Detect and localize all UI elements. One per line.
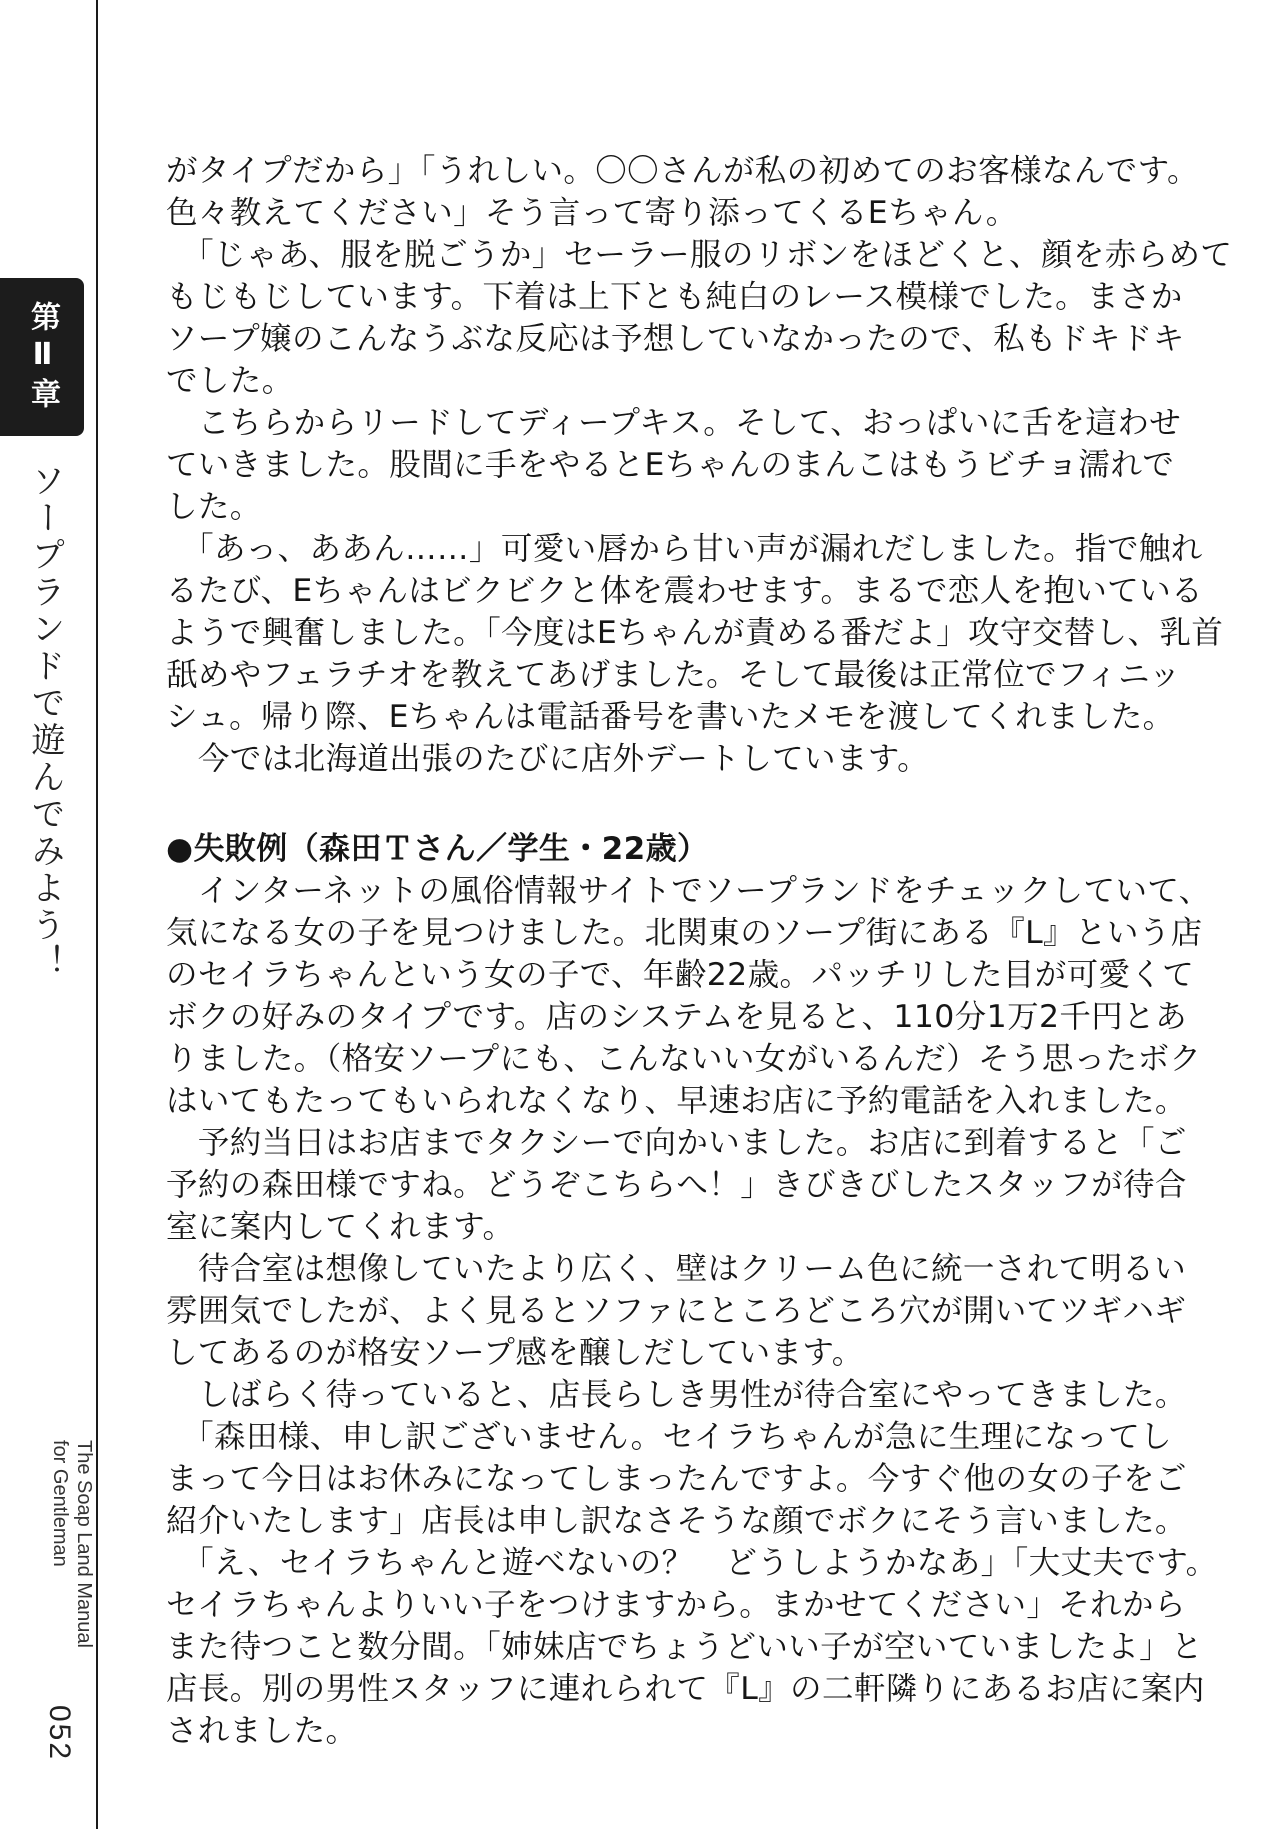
- text-line: 予約の森田様ですね。どうぞこちらへ！」きびきびしたスタッフが待合: [166, 1167, 1187, 1203]
- text-line: シュ。帰り際、Eちゃんは電話番号を書いたメモを渡してくれました。: [166, 699, 1175, 735]
- text-line: 店長。別の男性スタッフに連れられて『L』の二軒隣りにあるお店に案内: [166, 1671, 1205, 1707]
- text-line: 今では北海道出張のたびに店外デートしています。: [166, 741, 930, 777]
- text-line: 「あっ、ああん……」可愛い唇から甘い声が漏れだしました。指で触れ: [166, 531, 1203, 567]
- text-line: もじもじしています。下着は上下とも純白のレース模様でした。まさか: [166, 279, 1183, 315]
- text-line: 気になる女の子を見つけました。北関東のソープ街にある『L』という店: [166, 915, 1203, 951]
- chapter-tab: 第Ⅱ章: [0, 278, 84, 436]
- text-line: 舐めやフェラチオを教えてあげました。そして最後は正常位でフィニッ: [166, 657, 1181, 693]
- manual-title-line: for Gentleman: [49, 1440, 71, 1567]
- text-line: がタイプだから」「うれしい。〇〇さんが私の初めてのお客様なんです。: [166, 153, 1199, 189]
- text-line: 「森田様、申し訳ございません。セイラちゃんが急に生理になってし: [166, 1419, 1172, 1455]
- page-number: 052: [43, 1705, 76, 1762]
- text-line: 「じゃあ、服を脱ごうか」セーラー服のリボンをほどくと、顔を赤らめて: [166, 237, 1233, 273]
- text-line: のセイラちゃんという女の子で、年齢22歳。パッチリした目が可愛くて: [166, 957, 1195, 993]
- text-line: 待合室は想像していたより広く、壁はクリーム色に統一されて明るい: [166, 1251, 1187, 1287]
- text-line: 室に案内してくれます。: [166, 1209, 515, 1245]
- text-line: まって今日はお休みになってしまったんですよ。今すぐ他の女の子をご: [166, 1461, 1187, 1497]
- text-line: りました。（格安ソープにも、こんないい女がいるんだ）そう思ったボク: [166, 1041, 1202, 1077]
- text-line: ていきました。股間に手をやるとEちゃんのまんこはもうビチョ濡れで: [166, 447, 1175, 483]
- page-margin-rule: [96, 0, 98, 1829]
- manual-title-line: The Soap Land Manual: [73, 1440, 95, 1648]
- text-line: 紹介いたします」店長は申し訳なさそうな顔でボクにそう言いました。: [166, 1503, 1187, 1539]
- text-line: るたび、Eちゃんはビクビクと体を震わせます。まるで恋人を抱いている: [166, 573, 1204, 609]
- text-line: されました。: [166, 1713, 358, 1749]
- text-line: ソープ嬢のこんなうぶな反応は予想していなかったので、私もドキドキ: [166, 321, 1185, 357]
- text-line: セイラちゃんよりいい子をつけますから。まかせてください」それから: [166, 1587, 1186, 1623]
- text-line: した。: [166, 489, 262, 525]
- text-line: してあるのが格安ソープ感を醸しだしています。: [166, 1335, 864, 1371]
- text-line: また待つこと数分間。「姉妹店でちょうどいい子が空いていましたよ」と: [166, 1629, 1203, 1665]
- text-line: 色々教えてください」そう言って寄り添ってくるEちゃん。: [166, 195, 1018, 231]
- text-line: こちらからリードしてディープキス。そして、おっぱいに舌を這わせ: [166, 405, 1182, 441]
- chapter-subtitle: ソープランドで遊んでみよう！: [25, 463, 65, 981]
- text-line: 「え、セイラちゃんと遊べないの？ どうしようかなあ」「大丈夫です。: [166, 1545, 1218, 1581]
- text-line: インターネットの風俗情報サイトでソープランドをチェックしていて、: [166, 873, 1211, 909]
- text-line: 雰囲気でしたが、よく見るとソファにところどころ穴が開いてツギハギ: [166, 1293, 1187, 1329]
- text-line: しばらく待っていると、店長らしき男性が待合室にやってきました。: [166, 1377, 1187, 1413]
- text-line: 予約当日はお店までタクシーで向かいました。お店に到着すると「ご: [166, 1125, 1187, 1161]
- body-text: [166, 150, 1233, 1750]
- manual-title: [34, 1440, 96, 1690]
- text-line: ようで興奮しました。「今度はEちゃんが責める番だよ」攻守交替し、乳首: [166, 615, 1224, 651]
- section-heading: ●失敗例（森田Ｔさん／学生・22歳）: [166, 831, 709, 867]
- text-line: ボクの好みのタイプです。店のシステムを見ると、110分1万2千円とあ: [166, 999, 1188, 1035]
- text-line: でした。: [166, 363, 294, 399]
- text-line: はいてもたってもいられなくなり、早速お店に予約電話を入れました。: [166, 1083, 1187, 1119]
